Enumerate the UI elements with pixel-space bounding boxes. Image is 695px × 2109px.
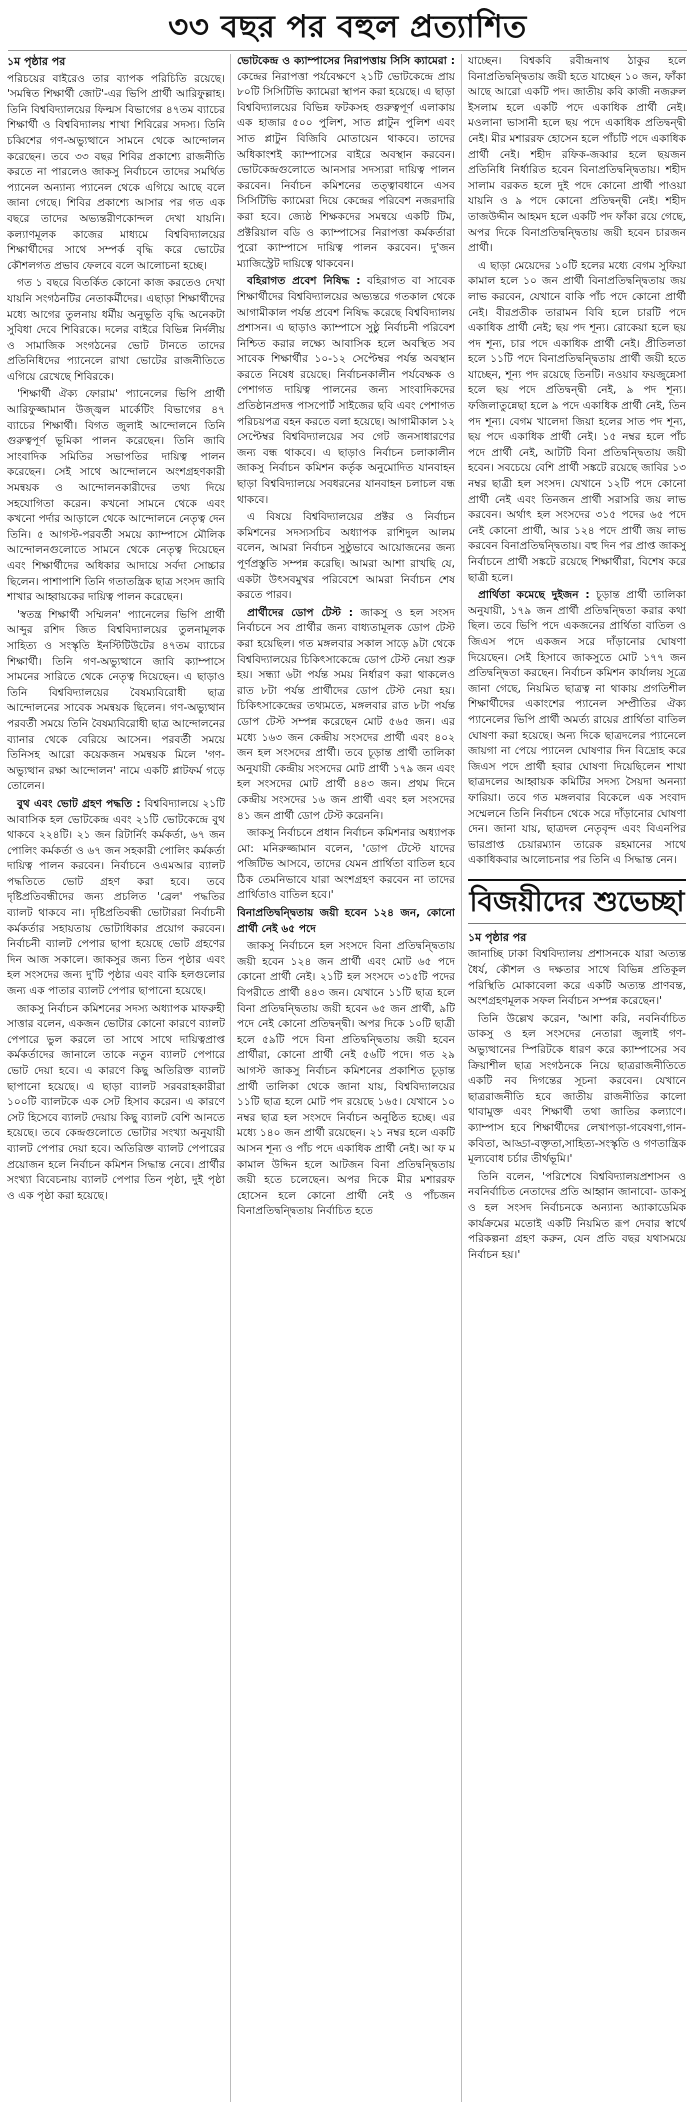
continued-label: ১ম পৃষ্ঠার পর — [468, 930, 527, 944]
column-2 — [237, 54, 455, 2102]
paragraph: এ বিষয়ে বিশ্ববিদ্যালয়ের প্রক্টর ও নির্বাচন কমিশনের সদস্যসচিব অধ্যাপক রাশিদুল আলম বলেন, আমরা নির্বাচন সুষ্ঠুভাবে আয়োজনের জন্য পূর্ণপ্রস্তুতি সম্পন্ন করেছি। আমরা আশা রাখছি যে, একটা উৎসবমুখর পরিবেশে আমরা নির্বাচন শেষ করতে পারব। — [237, 511, 455, 602]
column-1 — [7, 54, 225, 2102]
column-3 — [468, 54, 686, 2102]
section-headline: বিজয়ীদের শুভেচ্ছা — [468, 879, 686, 924]
paragraph — [237, 274, 455, 508]
paragraph-text: জাকসু ও হল সংসদ নির্বাচনে সব প্রার্থীর জন্য বাধ্যতামূলক ডোপ টেস্ট করা হয়েছিল। গত মঙ্গলবার সকাল সাড়ে ৯টা থেকে বিশ্ববিদ্যালয়ের চিকিৎসাকেন্দ্রে ডোপ টেস্ট নেয়া শুরু হয়। সন্ধ্যা ৬টা পর্যন্ত সময় নির্ধারণ করা থাকলেও রাত ৮টা পর্যন্ত প্রার্থীদের ডোপ টেস্ট নেয়া হয়। চিকিৎসাকেন্দ্রের তথ্যমতে, মঙ্গলবার রাত ৮টা পর্যন্ত ডোপ টেস্ট সম্পন্ন করেছেন মোট ৫৬৫ জন। এর মধ্যে ১৬৩ জন কেন্দ্রীয় সংসদের প্রার্থী এবং ৪০২ জন হল সংসদের প্রার্থী। তবে চূড়ান্ত প্রার্থী তালিকা অনুযায়ী কেন্দ্রীয় সংসদের মোট প্রার্থী ১৭৯ জন এবং হল সংসদের মোট প্রার্থী ৪৪৩ জন। প্রথম দিনে কেন্দ্রীয় সংসদের ১৬ জন প্রার্থী এবং হল সংসদের ৪১ জন প্রার্থী ডোপ টেস্ট করেননি। — [237, 606, 455, 822]
paragraph: 'শিক্ষার্থী ঐক্য ফোরাম' প্যানেলের ভিপি প্রার্থী আরিফুজ্জামান উজ্জ্বল মার্কেটিং বিভাগের ৪৭ ব্যাচের শিক্ষার্থী। বিগত জুলাই আন্দোলনে তিনি গুরুত্বপূর্ণ ভূমিকা পালন করেছেন। তিনি জাবি সাংবাদিক সমিতির সভাপতির দায়িত্ব পালন করেছেন। সেই সাথে আন্দোলনে অংশগ্রহণকারী সমন্বয়ক ও আন্দোলনকারীদের তথ্য দিয়ে সহযোগিতা করেন। কখনো সামনে থেকে এবং কখনো পর্দার আড়ালে থেকে আন্দোলনে নেতৃত্ব দেন তিনি। ৫ আগস্ট-পরবর্তী সময়ে ক্যাম্পাসে মৌলিক আন্দোলনগুলোতে সামনে থেকে নেতৃত্ব দিয়েছেন এবং শিক্ষার্থীদের অধিকার আদায়ে সর্বদা সোচ্চার ছিলেন। পাশাপাশি তিনি গতাতন্ত্রিক ছাত্র সংসদ জাবি শাখার আহ্বায়কের দায়িত্ব পালন করেছেন। — [7, 388, 225, 604]
paragraph: তিনি বলেন, 'পরিশেষে বিশ্ববিদ্যালয়প্রশাসন ও নবনির্বাচিত নেতাদের প্রতি আহ্বান জানাবো- ডাকসু ও হল সংসদ নির্বাচনকে অন্যান্য অ্যাকাডেমিক কার্যক্রমের মতোই একটি নিয়মিত রূপ দেবার স্বার্থে পরিকল্পনা গ্রহণ করুন, যেন প্রতি বছর যথাসময়ে নির্বাচন হয়।' — [468, 1170, 686, 1261]
paragraph — [7, 797, 225, 1000]
paragraph-text: কেন্দ্রের নিরাপত্তা পর্যবেক্ষণে ২১টি ভোটকেন্দ্রে প্রায় ৮০টি সিসিটিভি ক্যামেরা স্থাপন করা হয়েছে। এ ছাড়া বিশ্ববিদ্যালয়ের বিভিন্ন ফটকসহ গুরুত্বপূর্ণ এলাকায় এক হাজার ৫০০ পুলিশ, সাত প্লাটুন পুলিশ এবং সাত প্লাটুন বিজিবি মোতায়েন থাকবে। তাদের অধিকাংশই ক্যাম্পাসের বাইরে অবস্থান করবেন। ভোটকেন্দ্রগুলোতে আনসার সদস্যরা দায়িত্ব পালন করবেন। নির্বাচন কমিশনের তত্ত্বাবধানে এসব সিসিটিভি ক্যামেরা দিয়ে কেন্দ্রের পরিবেশ নজরদারি করা হবে। জ্যেষ্ঠ শিক্ষকদের সমন্বয়ে একটি টিম, প্রক্টরিয়াল বডি ও ক্যাম্পাসের নিরাপত্তা কর্মকর্তারা পুরো ক্যাম্পাসে দায়িত্ব পালন করবেন। দু'জন ম্যাজিস্ট্রেট দায়িত্বে থাকবেন। — [237, 70, 455, 270]
column-divider — [461, 54, 462, 2102]
paragraph: পরিচয়ের বাইরেও তার ব্যাপক পরিচিতি রয়েছে। 'সমন্বিত শিক্ষার্থী জোট'-এর ভিপি প্রার্থী আরিফুল্লাহ। তিনি বিশ্ববিদ্যালয়ের ফিল্মস বিভাগের ৪৭তম ব্যাচের শিক্ষার্থী ও বিশ্ববিদ্যালয় শাখা শিবিরের সদস্য। তিনি চব্বিশের গণ-অভ্যুত্থানে সামনে থেকে আন্দোলন করেছেন। তবে ৩৩ বছর শিবির প্রকাশ্যে রাজনীতি করতে না পারলেও জাকসু নির্বাচনে তাদের সমর্থিত প্যানেল অন্যান্য প্যানেল থেকে এগিয়ে আছে বলে জানা গেছে। শিবির প্রকাশ্যে আসার পর গত এক বছরে তাদের অভ্যন্তরীণকোন্দল দেখা যায়নি। কল্যাণমূলক কাজের মাধ্যমে বিশ্ববিদ্যালয়ের শিক্ষার্থীদের সাথে সম্পর্ক বৃদ্ধি করে ভোটের কৌশলগত প্রভাব ফেলবে বলে আলোচনা হচ্ছে। — [7, 72, 225, 272]
paragraph-text: বহিরাগত বা সাবেক শিক্ষার্থীদের বিশ্ববিদ্যালয়ের অভ্যন্তরে গতকাল থেকে আগামীকাল পর্যন্ত প্রবেশ নিষিদ্ধ করেছে বিশ্ববিদ্যালয় প্রশাসন। এ ছাড়াও ক্যাম্পাসে সুষ্ঠু নির্বাচনী পরিবেশ নিশ্চিত করার লক্ষ্যে আবাসিক হলে অবস্থিত সব সাবেক শিক্ষার্থীর ১০-১২ সেপ্টেম্বর পর্যন্ত অবস্থান করতে নিষেধ রয়েছে। নির্বাচনকালীন পর্যবেক্ষক ও পেশাগত দায়িত্ব পালনের জন্য সাংবাদিকদের প্রতিষ্ঠানপ্রদত্ত পাসপোর্ট সাইজের ছবি এবং পেশাগত পরিচয়পত্র বহন করতে বলা হয়েছে। আগামীকাল ১২ সেপ্টেম্বর বিশ্ববিদ্যালয়ের সব গেট জনসাধারণের জন্য বন্ধ থাকবে। এ ছাড়াও নির্বাচন চলাকালীন জাকসু নির্বাচন কমিশন কর্তৃক অনুমোদিত যানবাহন ছাড়া বিশ্ববিদ্যালয়ে সবধরনের যানবাহন চলাচল বন্ধ থাকবে। — [237, 275, 455, 506]
subheading: প্রার্থীদের ডোপ টেস্ট : — [247, 606, 353, 619]
paragraph: যাচ্ছেন। বিশ্বকবি রবীন্দ্রনাথ ঠাকুর হলে বিনাপ্রতিদ্বন্দ্বিতায় জয়ী হতে যাচ্ছেন ১০ জন, ফাঁকা আছে আরো একটি পদ। জাতীয় কবি কাজী নজরুল ইসলাম হলে একটি পদে একাধিক প্রার্থী নেই। মওলানা ভাসানী হলে ছয় পদে একাধিক প্রতিদ্বন্দ্বী নেই। মীর মশাররফ হোসেন হলে পাঁচটি পদে একাধিক প্রার্থী নেই। শহীদ রফিক-জব্বার হলে ছয়জন প্রতিনিধি নির্ধারিত হবেন বিনাপ্রতিদ্বন্দ্বিতায়। শহীদ সালাম বরকত হলে দুই পদে কোনো প্রার্থী পাওয়া যায়নি ও ৯ পদে কোনো প্রতিদ্বন্দ্বী নেই। শহীদ তাজউদ্দীন আহমদ হলে একটি পদ ফাঁকা রয়ে গেছে, অপর দিকে বিনাপ্রতিদ্বন্দ্বিতায় জয়ী হবেন চারজন প্রার্থী। — [468, 55, 686, 255]
subheading: বহিরাগত প্রবেশ নিষিদ্ধ : — [247, 275, 361, 288]
headline: ৩৩ বছর পর বহুল প্রত্যাশিত — [8, 4, 687, 51]
paragraph: গত ১ বছরে বিতর্কিত কোনো কাজ করতেও দেখা যায়নি সংগঠনটির নেতাকর্মীদের। এছাড়া শিক্ষার্থীদের মধ্যে আগের তুলনায় ধর্মীয় অনুভূতি বৃদ্ধি অনেকটা সুবিধা দেবে শিবিরকে। দলের বাইরে বিভিন্ন নির্দলীয় ও সামাজিক সংগঠনের ভোট টানতে তাদের প্রতিনিধিদের প্যানেলে রাখা ভোটের রাজনীতিতে এগিয়ে রেখেছে শিবিরকে। — [7, 277, 225, 383]
paragraph: জানাচ্ছি ঢাকা বিশ্ববিদ্যালয় প্রশাসনকে যারা অত্যন্ত ধৈর্য, কৌশল ও দক্ষতার সাথে বিভিন্ন প্রতিকূল পরিস্থিতি মোকাবেলা করে একটি অত্যন্ত প্রাণবন্ত, অংশগ্রহণমূলক সফল নির্বাচন সম্পন্ন করেছেন।' — [468, 948, 686, 1008]
paragraph-text: চূড়ান্ত প্রার্থী তালিকা অনুযায়ী, ১৭৯ জন প্রার্থী প্রতিদ্বন্দ্বিতা করার কথা ছিল। তবে ভিপি পদে একজনের প্রার্থিতা বাতিল ও জিএস পদে একজন সরে দাঁড়ানোর ঘোষণা দিয়েছেন। সেই হিসাবে জাকসুতে মোট ১৭৭ জন প্রতিদ্বন্দ্বিতা করছেন। নির্বাচন কমিশন কার্যালয় সূত্রে জানা গেছে, নিয়মিত ছাত্রত্ব না থাকায় প্রগতিশীল শিক্ষার্থীদের একাংশের প্যানেল সম্প্রীতির ঐক্য প্যানেলের ভিপি প্রার্থী অমর্ত্য রায়ের প্রার্থিতা বাতিল ঘোষণা করা হয়েছে। অন্য দিকে ছাত্রদলের প্যানেলে জায়গা না পেয়ে প্যানেল ঘোষণার দিন বিদ্রোহ করে জিএস পদে প্রার্থী হবার ঘোষণা দিয়েছিলেন শাখা ছাত্রদলের আহ্বায়ক কমিটির সদস্য সৈয়দা অনন্যা ফারিয়া। তবে গত মঙ্গলবার বিকেলে এক সংবাদ সম্মেলনে তিনি নির্বাচন থেকে সরে দাঁড়ানোর ঘোষণা দেন। জানা যায়, ছাত্রদল নেতৃবৃন্দ এবং বিএনপির ভারপ্রাপ্ত চেয়ারম্যান তারেক রহমানের সাথে একাধিকবার আলোচনার পর তিনি এ সিদ্ধান্ত নেন। — [468, 589, 686, 867]
column-divider — [230, 54, 231, 2102]
paragraph: 'স্বতন্ত্র শিক্ষার্থী সম্মিলন' প্যানেলের ভিপি প্রার্থী আব্দুর রশিদ জিত বিশ্ববিদ্যালয়ের তুলনামূলক সাহিত্য ও সংস্কৃতি ইনস্টিটিউটের ৪৭তম ব্যাচের শিক্ষার্থী। তিনি গণ-অভ্যুত্থানে জাবি ক্যাম্পাসে সামনের সারিতে থেকে নেতৃত্ব দিয়েছেন। এ ছাড়াও তিনি বিশ্ববিদ্যালয়ের বৈষম্যবিরোধী ছাত্র আন্দোলনের সাবেক সমন্বয়ক ছিলেন। গণ-অভ্যুত্থান পরবর্তী সময়ে তিনি বৈষম্যবিরোধী ছাত্র আন্দোলনের ব্যানার থেকে বেরিয়ে আসেন। পরবর্তী সময়ে তিনিসহ আরো কয়েকজন সমন্বয়ক মিলে 'গণ-অভ্যুত্থান রক্ষা আন্দোলন' নামে একটি প্লাটফর্ম গড়ে তোলেন। — [7, 608, 225, 793]
paragraph: জাকসু নির্বাচনে প্রধান নির্বাচন কমিশনার অধ্যাপক মো: মনিরুজ্জামান বলেন, 'ডোপ টেস্টে যাদের পজিটিভ আসবে, তাদের যেমন প্রার্থিতা বাতিল হবে ঠিক তেমনিভাবে যারা অংশগ্রহণ করবেন না তাদের প্রার্থিতাও বাতিল হবে।' — [237, 827, 455, 902]
subheading: প্রার্থিতা কমেছে দুইজন : — [478, 589, 590, 602]
subheading: বুথ এবং ভোট গ্রহণ পদ্ধতি : — [17, 797, 141, 810]
subheading — [237, 906, 455, 937]
subheading-text: বিনাপ্রতিদ্বন্দ্বিতায় জয়ী হবেন ১২৪ জন, কোনো প্রার্থী নেই ৬৫ পদে — [237, 907, 455, 935]
continued-label: ১ম পৃষ্ঠার পর — [7, 55, 66, 68]
paragraph-text: বিশ্ববিদ্যালয়ে ২১টি আবাসিক হল ভোটকেন্দ্র এবং ২১টি ভোটকেন্দ্রে বুথ থাকবে ২২৪টি। ২১ জন রিটার্নিং কর্মকর্তা, ৬৭ জন পোলিং কর্মকর্তা ও ৬৭ জন সহকারী পোলিং কর্মকর্তা দায়িত্ব পালন করবেন। নির্বাচনে ওএমআর ব্যালট পদ্ধতিতে ভোট গ্রহণ করা হবে। তবে দৃষ্টিপ্রতিবন্ধীদের জন্য প্রচলিত 'ব্রেল' পদ্ধতির ব্যালট থাকবে না। দৃষ্টিপ্রতিবন্ধী ভোটাররা নির্বাচনী কর্মকর্তার সহায়তায় ভোটাধিকার প্রয়োগ করবেন। নির্বাচনী ব্যালট পেপার ছাপা হয়েছে ভোট গ্রহণের দিন আজ সকালে। জাকসুর জন্য তিন পৃষ্ঠার এবং হল সংসদের জন্য দু'টি পৃষ্ঠার এবং বাকি হলগুলোর জন্য এক পাতার ব্যালট পেপার ছাপানো হয়েছে। — [7, 797, 225, 998]
paragraph — [237, 54, 455, 272]
subheading: ভোটকেন্দ্র ও ক্যাম্পাসের নিরাপত্তায় সিসি ক্যামেরা : — [237, 55, 455, 67]
paragraph: জাকসু নির্বাচনে হল সংসদে বিনা প্রতিদ্বন্দ্বিতায় জয়ী হবেন ১২৪ জন প্রার্থী এবং মোট ৬৫ পদে কোনো প্রার্থী নেই। ২১টি হল সংসদে ৩১৫টি পদের বিপরীতে প্রার্থী ৪৪৩ জন। যেখানে ১১টি ছাত্র হলে বিনা প্রতিদ্বন্দ্বিতায় জয়ী হবেন ৬৫ জন প্রার্থী, ৯টি পদে নেই কোনো প্রতিদ্বন্দ্বী। অপর দিকে ১০টি ছাত্রী হলে ৫৯টি পদে বিনা প্রতিদ্বন্দ্বিতায় জয়ী হবেন প্রার্থীরা, কোনো প্রার্থী নেই ৫৬টি পদে। গত ২৯ আগস্ট জাকসু নির্বাচন কমিশনের প্রকাশিত চূড়ান্ত প্রার্থী তালিকা থেকে জানা যায়, বিশ্ববিদ্যালয়ের ১১টি ছাত্র হলে মোট পদ রয়েছে ১৬৫। যেখানে ১০ নম্বর ছাত্র হল সংসদে নির্বাচন অনুষ্ঠিত হচ্ছে। এর মধ্যে ১৪০ জন প্রার্থী রয়েছেন। ২১ নম্বর হলে একটি আসন শূন্য ও পাঁচ পদে একাধিক প্রার্থী নেই। আ ফ ম কামাল উদ্দিন হলে আটজন বিনা প্রতিদ্বন্দ্বিতায় জয়ী হতে চলেছেন। অপর দিকে মীর মশাররফ হোসেন হলে কোনো প্রার্থী নেই ও পাঁচজন বিনাপ্রতিদ্বন্দ্বিতায় নির্বাচিত হতে — [237, 940, 455, 1218]
paragraph — [468, 588, 686, 869]
paragraph — [237, 606, 455, 824]
paragraph: তিনি উল্লেখ করেন, 'আশা করি, নবনির্বাচিত ডাকসু ও হল সংসদের নেতারা জুলাই গণ-অভ্যুত্থানের স্পিরিটকে ধারণ করে ক্যাম্পাসের সব ক্রিয়াশীল ছাত্র সংগঠনকে নিয়ে ছাত্ররাজনীতিতে একটি নব দিগন্তের সূচনা করবেন। যেখানে ছাত্ররাজনীতি হবে জাতীয় রাজনীতির কালো থাবামুক্ত এবং শিক্ষার্থী তথা জাতির কল্যাণে। ক্যাম্পাস হবে শিক্ষার্থীদের লেখাপড়া-গবেষণা,গান-কবিতা, আড্ডা-বক্তৃতা,সাহিত্য-সংস্কৃতি ও গণতান্ত্রিক মূল্যবোধ চর্চার তীর্থভূমি।' — [468, 1012, 686, 1166]
paragraph: এ ছাড়া মেয়েদের ১০টি হলের মধ্যে বেগম সুফিয়া কামাল হলে ১০ জন প্রার্থী বিনাপ্রতিদ্বন্দ্বিতায় জয় লাভ করবেন, যেখানে বাকি পাঁচ পদে কোনো প্রার্থী নেই। বীরপ্রতীক তারামন বিবি হলে চারটি পদে একাধিক প্রার্থী নেই; ছয় পদ শূন্য। রোকেয়া হলে ছয় পদ শূন্য, চার পদে একাধিক প্রার্থী নেই। প্রীতিলতা হলে ১১টি পদে বিনাপ্রতিদ্বন্দ্বিতায় প্রার্থী জয়ী হতে যাচ্ছেন, শূন্য পদ রয়েছে তিনটি। নওয়াব ফয়জুন্নেসা হলে ছয় পদে প্রতিদ্বন্দ্বী নেই, ৯ পদ শূন্য। ফজিলাতুন্নেছা হলে ৯ পদে একাধিক প্রার্থী নেই, তিন পদ শূন্য। বেগম খালেদা জিয়া হলের সাত পদ শূন্য, ছয় পদে একাধিক প্রার্থী নেই। ১৫ নম্বর হলে পাঁচ পদে প্রার্থী নেই, আটটি বিনা প্রতিদ্বন্দ্বিতায় জয়ী হবেন। সবচেয়ে বেশি প্রার্থী সঙ্কটে রয়েছে জাবির ১৩ নম্বর ছাত্রী হল সংসদ। যেখানে ১২টি পদে কোনো প্রার্থী নেই এবং তিনজন প্রার্থী সরাসরি জয় লাভ করবেন। অর্থাৎ হল সংসদের ৩১৫ পদের ৬৫ পদে নেই কোনো প্রার্থী, আর ১২৪ পদে প্রার্থী জয় লাভ করবেন বিনাপ্রতিদ্বন্দ্বিতায়। বহু দিন পর প্রাপ্ত জাকসু নির্বাচনে প্রার্থী সঙ্কটে রয়েছে শিক্ষার্থীরা, বিশেষ করে ছাত্রী হলে। — [468, 259, 686, 584]
paragraph: জাকসু নির্বাচন কমিশনের সদস্য অধ্যাপক মাফরুহী সাত্তার বলেন, একজন ভোটার কোনো কারণে ব্যালট পেপারে ভুল করলে তা সাথে সাথে দায়িত্বপ্রাপ্ত কর্মকর্তাদের জানালে তাকে নতুন ব্যালট পেপারে ভোট দেয়া হবে। এ কারণে কিছু অতিরিক্ত ব্যালট ছাপানো হয়েছে। এ ছাড়া ব্যালট সরবরাহকারীরা ১০০টি ব্যালটকে এক সেট হিসাব করেন। এ কারণে সেট হিসেবে ব্যালট দেয়ায় কিছু ব্যালট বেশি আনতে হয়েছে। তবে কেন্দ্রগুলোতে ভোটার সংখ্যা অনুযায়ী ব্যালট পেপার দেয়া হবে। অতিরিক্ত ব্যালট পেপারের প্রয়োজন হলে নির্বাচন কমিশন সিদ্ধান্ত নেবে। প্রার্থীর সংখ্যা বিবেচনায় ব্যালট পেপার তিন পৃষ্ঠা, দুই পৃষ্ঠা ও এক পৃষ্ঠা করা হয়েছে। — [7, 1002, 225, 1202]
